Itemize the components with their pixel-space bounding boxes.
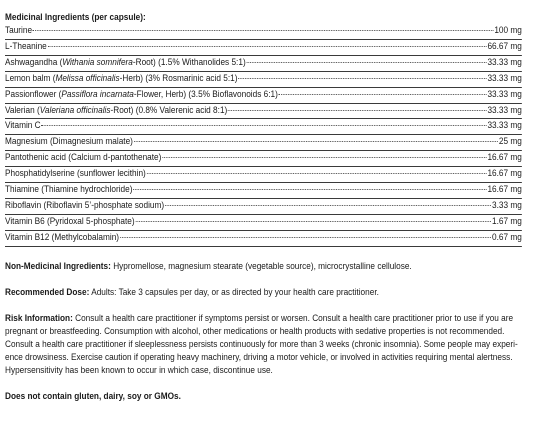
ingredient-amount: 25 mg xyxy=(498,136,522,148)
dotted-leader xyxy=(136,221,492,222)
risk-line: Consult a health care practitioner if symptoms persist or worsen. Consult a health care practitioner prior to use if you are xyxy=(72,312,514,324)
dose-section xyxy=(5,286,522,299)
ingredient-amount: 33.33 mg xyxy=(487,120,522,132)
ingredient-name: Vitamin B12 (Methylcobalamin) xyxy=(5,231,120,243)
dotted-leader xyxy=(33,30,494,31)
ingredient-name: Passionflower (Passiflora incarnata-Flower, Herb) (3.5% Bioflavonoids 6:1) xyxy=(5,88,278,100)
dotted-leader xyxy=(48,46,487,47)
non-medicinal-section xyxy=(5,260,522,273)
risk-label: Risk Information: xyxy=(5,312,73,324)
ingredient-name: Vitamin B6 (Pyridoxal 5-phosphate) xyxy=(5,215,135,227)
ingredient-name: Magnesium (Dimagnesium malate) xyxy=(5,136,133,148)
ingredient-name: Taurine xyxy=(5,25,33,37)
ingredient-amount: 66.67 mg xyxy=(487,40,522,52)
dotted-leader xyxy=(120,237,491,238)
dotted-leader xyxy=(41,125,486,126)
ingredient-name: Phosphatidylserine (sunflower lecithin) xyxy=(5,168,146,180)
ingredient-row xyxy=(5,135,522,151)
medicinal-ingredients-heading: Medicinal Ingredients (per capsule): xyxy=(5,12,146,23)
ingredient-name: Ashwagandha (Withania somnifera-Root) (1.5% Withanolides 5:1) xyxy=(5,56,246,68)
ingredient-name: Valerian (Valeriana officinalis-Root) (0.8% Valerenic acid 8:1) xyxy=(5,104,228,116)
dotted-leader xyxy=(162,157,486,158)
dotted-leader xyxy=(238,78,486,79)
ingredient-amount: 16.67 mg xyxy=(487,168,522,180)
ingredient-row xyxy=(5,72,522,88)
ingredient-amount: 3.33 mg xyxy=(492,199,522,211)
ingredient-row xyxy=(5,215,522,231)
ingredient-row xyxy=(5,40,522,56)
ingredient-amount: 33.33 mg xyxy=(487,88,522,100)
ingredient-name: Thiamine (Thiamine hydrochloride) xyxy=(5,183,133,195)
ingredient-row xyxy=(5,88,522,104)
ingredient-amount: 33.33 mg xyxy=(487,56,522,68)
ingredient-name: L-Theanine xyxy=(5,40,47,52)
ingredients-table xyxy=(5,24,522,246)
dotted-leader xyxy=(228,110,486,111)
ingredient-amount: 16.67 mg xyxy=(487,183,522,195)
dotted-leader xyxy=(165,205,491,206)
dotted-leader xyxy=(133,189,486,190)
ingredient-amount: 33.33 mg xyxy=(487,104,522,116)
ingredient-name: Pantothenic acid (Calcium d-pantothenate) xyxy=(5,152,162,164)
ingredient-row xyxy=(5,119,522,135)
ingredient-amount: 1.67 mg xyxy=(492,215,522,227)
ingredient-amount: 0.67 mg xyxy=(492,231,522,243)
non-medicinal-text: Hypromellose, magnesium stearate (vegetable source), microcrystalline cellulose. xyxy=(110,260,412,272)
ingredient-name: Vitamin C xyxy=(5,120,41,132)
risk-line: pregnant or breastfeeding. Consumption with alcohol, other medications or health products with sedative properties is not recommended. xyxy=(5,325,505,337)
dotted-leader xyxy=(147,173,487,174)
ingredient-row xyxy=(5,231,522,247)
ingredient-row xyxy=(5,24,522,40)
dotted-leader xyxy=(279,94,487,95)
risk-line: Consult a health care practitioner if sleeplessness persists continuously for more than 3 weeks (chronic insomnia). Some people may experi- xyxy=(5,338,518,350)
ingredient-row xyxy=(5,183,522,199)
ingredient-row xyxy=(5,151,522,167)
ingredient-amount: 33.33 mg xyxy=(487,72,522,84)
free-from-statement: Does not contain gluten, dairy, soy or GMOs. xyxy=(5,390,181,402)
ingredient-amount: 16.67 mg xyxy=(487,152,522,164)
ingredient-row xyxy=(5,199,522,215)
supplement-label xyxy=(5,11,522,403)
ingredient-row xyxy=(5,56,522,72)
ingredient-amount: 100 mg xyxy=(494,25,522,37)
ingredient-row xyxy=(5,104,522,120)
non-medicinal-label: Non-Medicinal Ingredients: xyxy=(5,260,111,272)
risk-line: Hypersensitivity has been known to occur in which case, discontinue use. xyxy=(5,364,273,376)
ingredient-row xyxy=(5,167,522,183)
risk-section xyxy=(5,312,522,377)
dotted-leader xyxy=(134,141,498,142)
ingredient-name: Riboflavin (Riboflavin 5’-phosphate sodium) xyxy=(5,199,165,211)
dotted-leader xyxy=(247,62,487,63)
dose-text: Adults: Take 3 capsules per day, or as directed by your health care practitioner. xyxy=(89,286,379,298)
ingredient-name: Lemon balm (Melissa officinalis-Herb) (3% Rosmarinic acid 5:1) xyxy=(5,72,238,84)
dose-label: Recommended Dose: xyxy=(5,286,90,298)
risk-line: ence drowsiness. Exercise caution if operating heavy machinery, driving a motor vehicle, or involved in activities requiring mental alertness. xyxy=(5,351,513,363)
